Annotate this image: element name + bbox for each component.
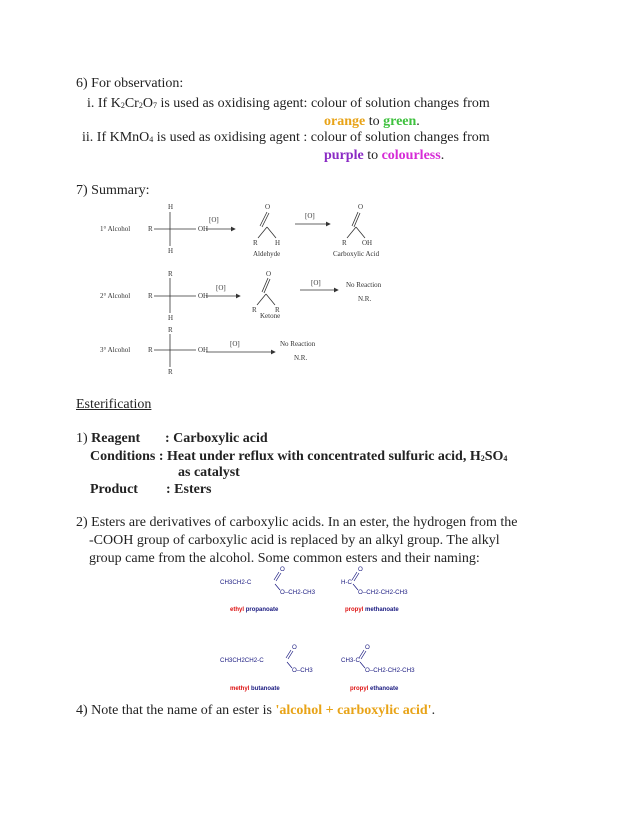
ester3-name: methyl butanoate [230,686,280,692]
svg-text:OH: OH [198,292,209,300]
ester2-left: H-C [341,579,352,586]
svg-text:O: O [358,203,364,211]
svg-text:R: R [275,306,280,314]
ester2-name: propyl methanoate [345,607,399,613]
ester-structures [220,566,440,696]
esterification-heading: Esterification [76,397,152,412]
svg-text:H: H [168,247,174,255]
svg-text:OH: OH [198,225,209,233]
ester4-right: O–CH2-CH2-CH3 [365,667,415,674]
svg-text:N.R.: N.R. [294,354,308,362]
ester1-name: ethyl propanoate [230,607,279,613]
observation-item-2-colors: purple to colourless. [324,148,445,163]
row3-reagent1: [O] [230,340,240,348]
svg-text:O: O [292,644,297,651]
reagent-line: 1) Reagent [76,431,141,446]
svg-text:R: R [253,239,258,247]
svg-text:R: R [168,326,173,334]
section-6-title: 6) For observation: [76,76,184,91]
svg-text:N.R.: N.R. [358,295,372,303]
svg-text:O: O [358,566,363,573]
oxidation-summary-diagram [90,200,400,385]
reagent-value: : Carboxylic acid [165,431,268,446]
svg-text:O: O [265,203,271,211]
row2-product2: No Reaction [346,281,382,289]
svg-text:O: O [365,644,370,651]
row2-product1: Ketone [260,312,281,320]
svg-text:R: R [148,225,153,233]
row2-reagent2: [O] [311,279,321,287]
svg-text:R: R [252,306,257,314]
svg-text:R: R [148,346,153,354]
svg-text:R: R [168,270,173,278]
product-label: Product [90,482,138,497]
conditions-line: Conditions : Heat under reflux with concentrated sulfuric acid, $H_2SO_4$ [90,449,508,464]
row1-product1: Aldehyde [253,250,281,258]
ester4-left: CH3-C [341,657,360,664]
row1-label: 1° Alcohol [100,225,131,233]
product-value: : Esters [166,482,212,497]
ester2-right: O–CH2-CH2-CH3 [358,589,408,596]
svg-text:H: H [168,203,174,211]
observation-item-1: i. If $K_2Cr_2O_7$ is used as oxidising agent: colour of solution changes from [87,96,490,111]
row2-reagent1: [O] [216,284,226,292]
section-7-title: 7) Summary: [76,183,150,198]
point2-line3: group came from the alcohol. Some common esters and their naming: [89,551,480,566]
observation-item-2: ii. If KMnO$_4$ is used as oxidising agent : colour of solution changes from [82,130,490,145]
ester1-right: O–CH2-CH3 [280,589,316,596]
row2-label: 2° Alcohol [100,292,131,300]
ester1-left: CH3CH2-C [220,579,252,586]
svg-text:R: R [342,239,347,247]
ester3-right: O–CH3 [292,667,313,674]
observation-item-1-colors: orange to green. [324,114,420,129]
svg-text:R: R [168,368,173,376]
svg-text:R: R [148,292,153,300]
row1-reagent2: [O] [305,212,315,220]
ester3-left: CH3CH2CH2-C [220,657,264,664]
svg-text:O: O [280,566,285,573]
ester4-name: propyl ethanoate [350,686,399,692]
row3-product1: No Reaction [280,340,316,348]
row1-product2: Carboxylic Acid [333,250,380,258]
svg-text:O: O [266,270,272,278]
svg-text:OH: OH [362,239,373,247]
point4-line: 4) Note that the name of an ester is 'alcohol + carboxylic acid'. [76,703,436,718]
row1-reagent1: [O] [209,216,219,224]
svg-text:H: H [168,314,174,322]
point2-line1: 2) Esters are derivatives of carboxylic acids. In an ester, the hydrogen from the [76,515,518,530]
row3-label: 3° Alcohol [100,346,131,354]
conditions-line-2: as catalyst [178,465,240,480]
svg-text:H: H [275,239,281,247]
point2-line2: -COOH group of carboxylic acid is replaced by an alkyl group. The alkyl [89,533,500,548]
svg-text:OH: OH [198,346,209,354]
